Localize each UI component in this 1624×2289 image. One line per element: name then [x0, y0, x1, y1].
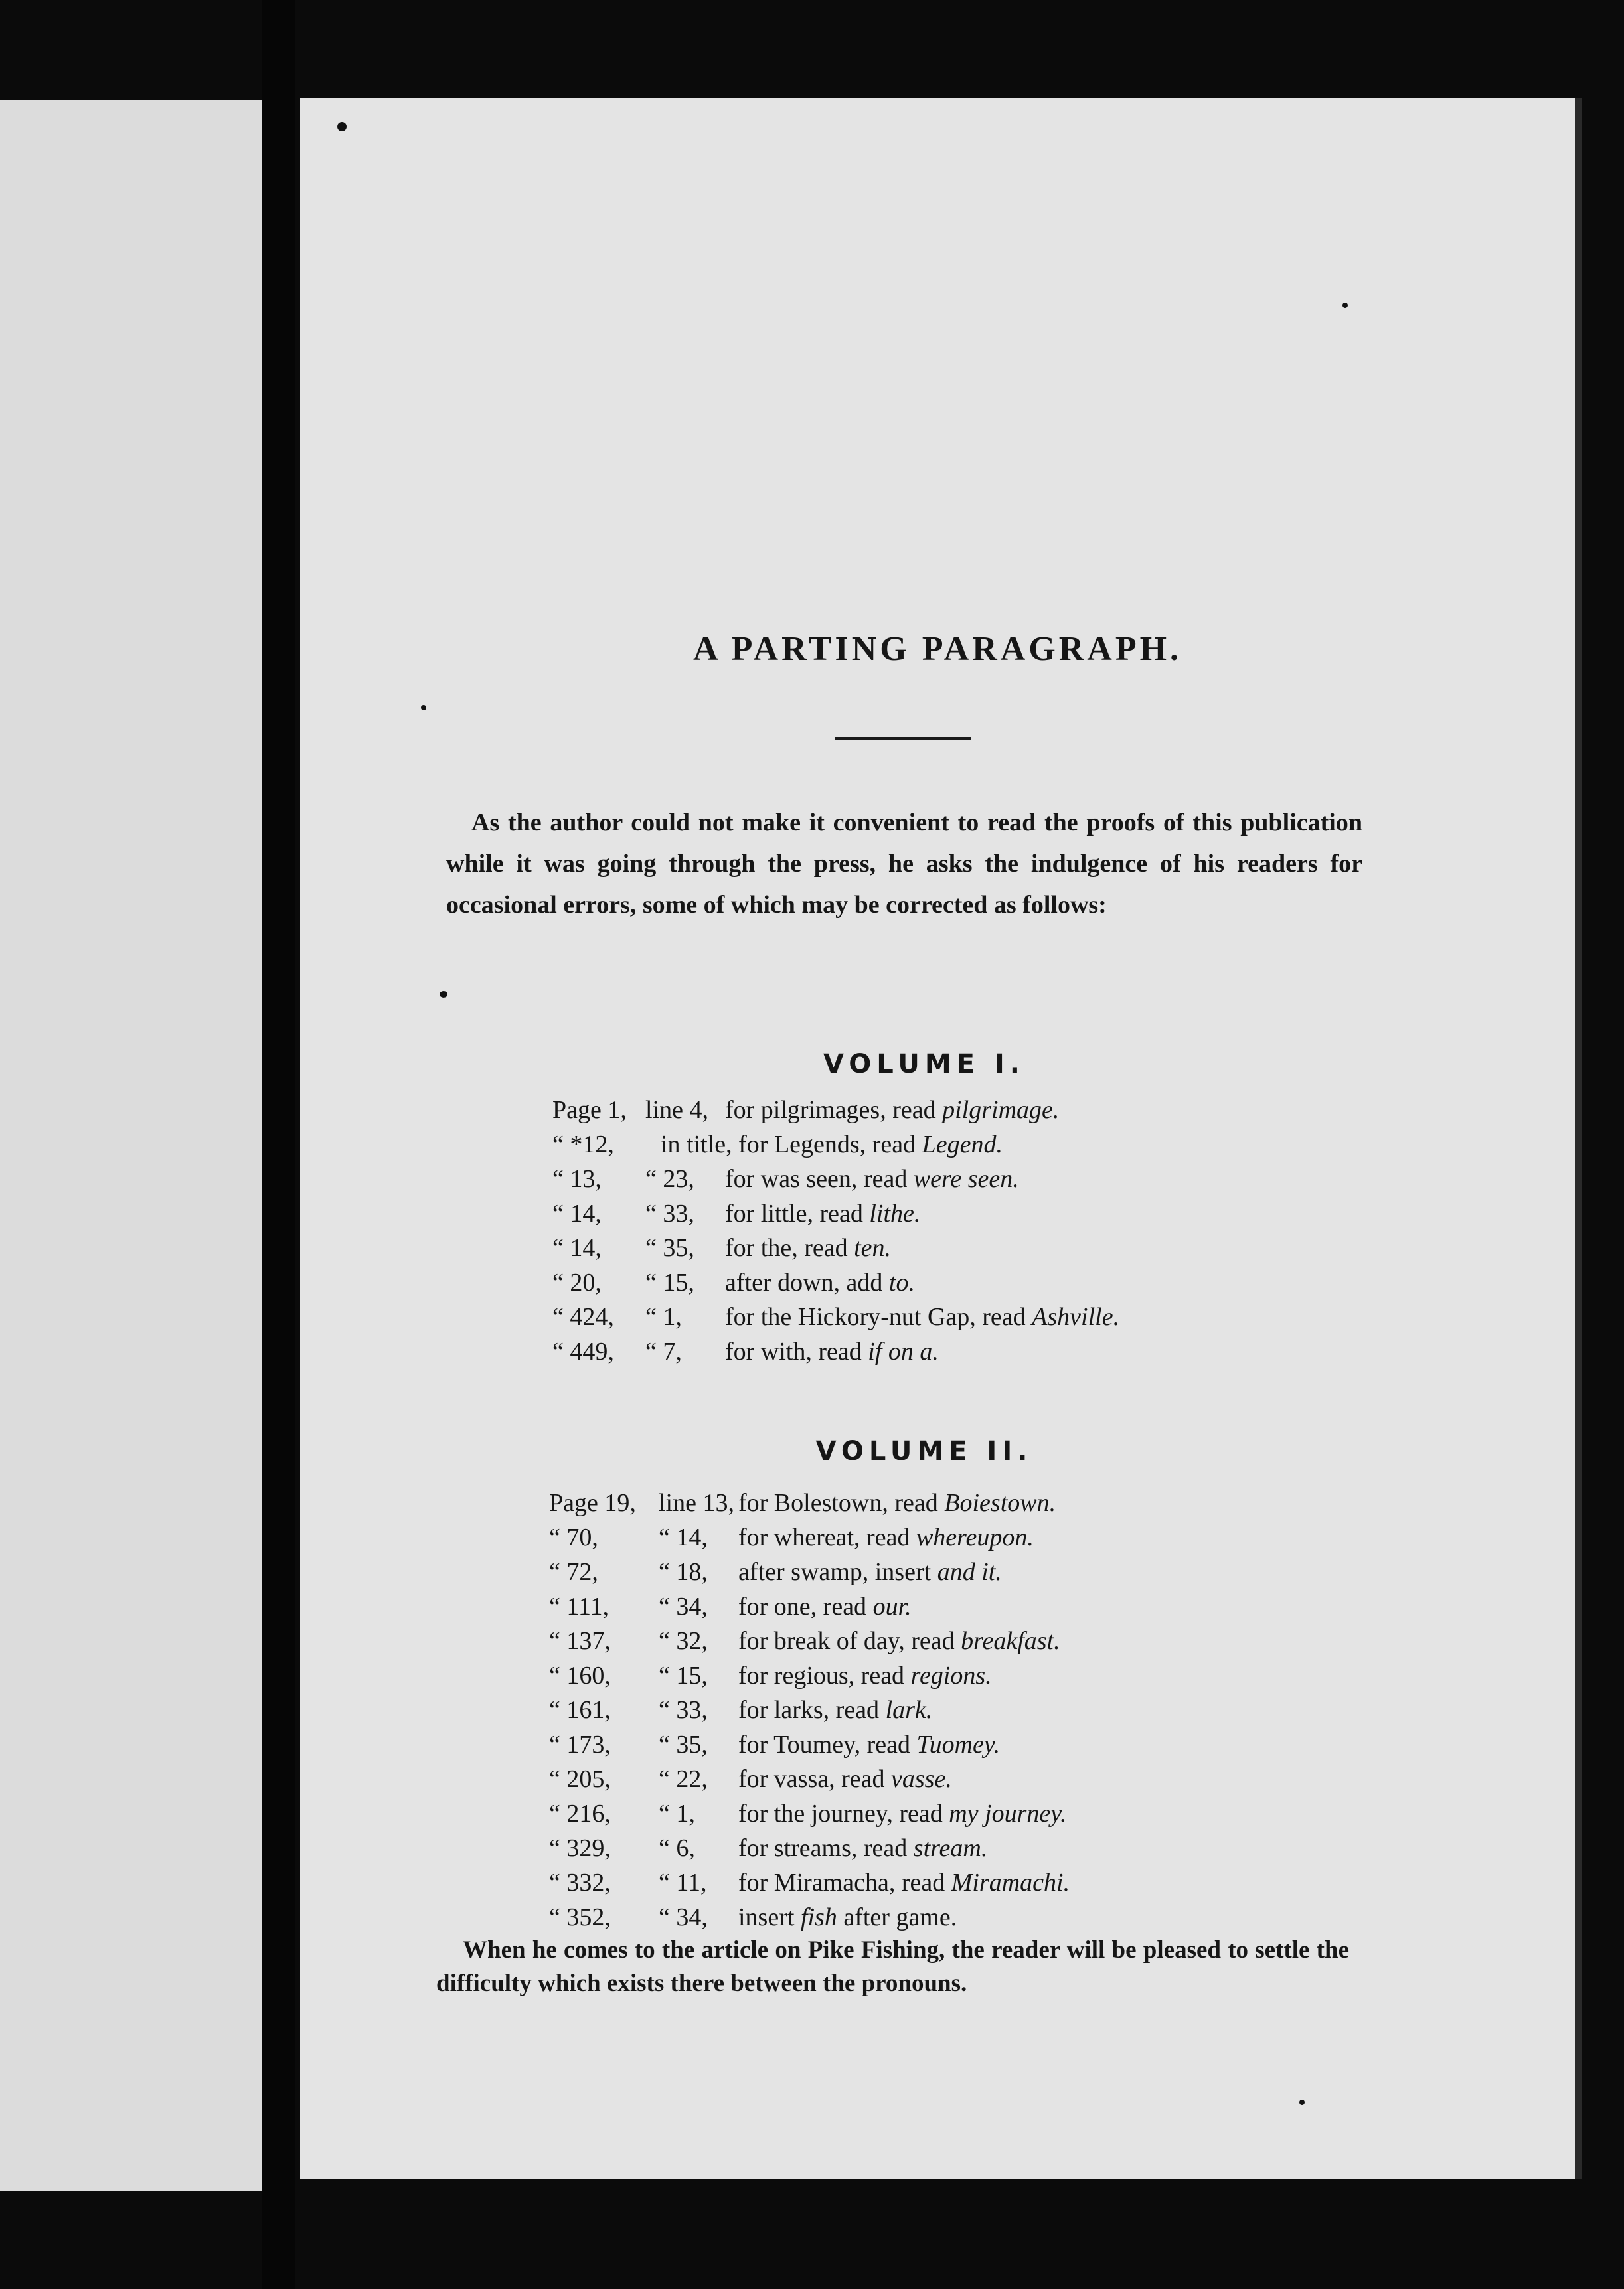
errata-row [300, 1865, 1562, 1900]
errata-text [725, 1093, 1059, 1127]
errata-text [738, 1796, 1067, 1831]
errata-correction: regions. [910, 1662, 992, 1690]
errata-line: “ 34, [659, 1593, 708, 1620]
errata-instruction: for larks, read [738, 1696, 886, 1724]
errata-instruction: insert [738, 1903, 801, 1931]
errata-line: “ 22, [659, 1765, 708, 1793]
intro-paragraph: As the author could not make it convenient to read the proofs of this publication while it was going through the press, he asks the indulgence of his readers for occasional errors, some of which may be corrected as follows: [446, 809, 1362, 919]
errata-page: “ 216, [549, 1800, 611, 1828]
errata-text [725, 1300, 1119, 1334]
errata-page: Page 19, [549, 1489, 636, 1517]
page-title: A PARTING PARAGRAPH. [692, 630, 1182, 668]
errata-page: “ 352, [549, 1903, 611, 1931]
errata-instruction: for whereat, read [738, 1524, 916, 1551]
errata-row [300, 1520, 1562, 1555]
errata-row [300, 1093, 1562, 1127]
errata-line: “ 14, [659, 1524, 708, 1551]
errata-line: “ 34, [659, 1903, 708, 1931]
errata-page: “ 20, [552, 1269, 602, 1297]
errata-page: “ 111, [549, 1593, 609, 1620]
errata-line: “ 6, [659, 1834, 695, 1862]
errata-correction: stream. [913, 1834, 988, 1862]
errata-line: “ 15, [645, 1269, 694, 1297]
errata-line: “ 33, [659, 1696, 708, 1724]
errata-page: Page 1, [552, 1096, 627, 1124]
errata-row [300, 1762, 1562, 1796]
errata-correction: our. [872, 1593, 912, 1620]
errata-page: “ 161, [549, 1696, 611, 1724]
errata-line: “ 18, [659, 1558, 708, 1586]
volume-1-heading: VOLUME I. [823, 1049, 1025, 1079]
errata-correction: Tuomey. [916, 1731, 1001, 1759]
errata-row [300, 1127, 1562, 1162]
errata-instruction: for regious, read [738, 1662, 911, 1690]
errata-correction: Boiestown. [944, 1489, 1056, 1517]
book-spine [262, 0, 295, 2289]
errata-row [300, 1300, 1562, 1334]
errata-row [300, 1555, 1562, 1589]
errata-correction: fish [800, 1903, 837, 1931]
errata-page: “ 424, [552, 1303, 614, 1331]
errata-line: “ 1, [659, 1800, 695, 1828]
ink-speck [440, 991, 447, 998]
ink-speck [1299, 2100, 1305, 2105]
errata-instruction: for the journey, read [738, 1800, 949, 1828]
errata-page: “ 205, [549, 1765, 611, 1793]
errata-row [300, 1693, 1562, 1727]
errata-page: “ 329, [549, 1834, 611, 1862]
ink-speck [337, 122, 347, 131]
errata-instruction: in title, for Legends, read [661, 1131, 922, 1158]
errata-instruction: for with, read [725, 1338, 868, 1366]
errata-correction: Miramachi. [951, 1869, 1070, 1897]
errata-correction: vasse. [891, 1765, 952, 1793]
errata-text [738, 1831, 987, 1865]
errata-page: “ 13, [552, 1165, 602, 1193]
errata-correction: breakfast. [961, 1627, 1060, 1655]
errata-text [738, 1865, 1070, 1900]
errata-correction: my journey. [949, 1800, 1067, 1828]
errata-instruction: for break of day, read [738, 1627, 961, 1655]
errata-line: “ 32, [659, 1627, 708, 1655]
errata-row [300, 1658, 1562, 1693]
errata-row [300, 1334, 1562, 1369]
errata-row [300, 1796, 1562, 1831]
errata-correction: were seen. [913, 1165, 1019, 1193]
errata-instruction: for little, read [725, 1200, 870, 1227]
errata-page: “ *12, [552, 1131, 614, 1158]
errata-correction: and it. [937, 1558, 1002, 1586]
errata-after: after game. [837, 1903, 957, 1931]
ink-speck [1342, 303, 1348, 308]
facing-page [0, 100, 262, 2191]
errata-row [300, 1727, 1562, 1762]
errata-instruction: for vassa, read [738, 1765, 892, 1793]
errata-line: “ 23, [645, 1165, 694, 1193]
errata-text [725, 1265, 915, 1300]
errata-text [725, 1162, 1019, 1196]
errata-correction: to. [888, 1269, 915, 1297]
errata-row [300, 1196, 1562, 1231]
errata-line: “ 15, [659, 1662, 708, 1690]
errata-instruction: after down, add [725, 1269, 889, 1297]
errata-instruction: for was seen, read [725, 1165, 914, 1193]
errata-page: “ 332, [549, 1869, 611, 1897]
errata-line: “ 1, [645, 1303, 682, 1331]
ink-speck [421, 705, 426, 710]
errata-text [725, 1231, 891, 1265]
errata-instruction: for streams, read [738, 1834, 914, 1862]
errata-instruction: for Bolestown, read [738, 1489, 945, 1517]
errata-text [738, 1555, 1002, 1589]
errata-page: “ 449, [552, 1338, 614, 1366]
errata-line: “ 33, [645, 1200, 694, 1227]
errata-correction: lithe. [869, 1200, 921, 1227]
errata-page: “ 14, [552, 1234, 602, 1262]
errata-instruction: for Toumey, read [738, 1731, 917, 1759]
volume-2-heading: VOLUME II. [815, 1436, 1033, 1466]
errata-instruction: for the, read [725, 1234, 854, 1262]
errata-correction: whereupon. [916, 1524, 1034, 1551]
errata-text [738, 1900, 957, 1934]
errata-correction: pilgrimage. [942, 1096, 1060, 1124]
errata-correction: if on a. [868, 1338, 939, 1366]
errata-row [300, 1831, 1562, 1865]
errata-row [300, 1231, 1562, 1265]
errata-row [300, 1265, 1562, 1300]
errata-text [725, 1334, 939, 1369]
errata-text [738, 1658, 992, 1693]
errata-row [300, 1624, 1562, 1658]
errata-correction: lark. [885, 1696, 933, 1724]
errata-instruction: for one, read [738, 1593, 873, 1620]
errata-row [300, 1162, 1562, 1196]
title-rule [835, 737, 971, 740]
errata-instruction: after swamp, insert [738, 1558, 937, 1586]
errata-correction: ten. [854, 1234, 892, 1262]
errata-row [300, 1900, 1562, 1934]
errata-page: “ 14, [552, 1200, 602, 1227]
errata-line: “ 35, [659, 1731, 708, 1759]
errata-text [738, 1589, 912, 1624]
errata-line: line 4, [645, 1096, 708, 1124]
errata-text [725, 1196, 920, 1231]
errata-page: “ 72, [549, 1558, 598, 1586]
errata-row [300, 1589, 1562, 1624]
errata-correction: Ashville. [1032, 1303, 1120, 1331]
errata-page: “ 173, [549, 1731, 611, 1759]
errata-line: “ 35, [645, 1234, 694, 1262]
errata-instruction: for Miramacha, read [738, 1869, 951, 1897]
errata-text [738, 1762, 952, 1796]
errata-page: “ 70, [549, 1524, 598, 1551]
errata-line: “ 7, [645, 1338, 682, 1366]
errata-text [738, 1486, 1056, 1520]
errata-text [738, 1520, 1034, 1555]
errata-correction: Legend. [922, 1131, 1003, 1158]
errata-text [661, 1127, 1003, 1162]
errata-page: “ 160, [549, 1662, 611, 1690]
closing-paragraph: When he comes to the article on Pike Fishing, the reader will be pleased to settle the difficulty which exists there between the pronouns. [436, 1936, 1349, 1997]
errata-instruction: for pilgrimages, read [725, 1096, 943, 1124]
document-page [300, 98, 1582, 2179]
errata-line: line 13, [659, 1489, 734, 1517]
errata-text [738, 1693, 932, 1727]
errata-text [738, 1624, 1060, 1658]
errata-line: “ 11, [659, 1869, 707, 1897]
errata-page: “ 137, [549, 1627, 611, 1655]
errata-row [300, 1486, 1562, 1520]
errata-text [738, 1727, 1000, 1762]
errata-instruction: for the Hickory-nut Gap, read [725, 1303, 1032, 1331]
